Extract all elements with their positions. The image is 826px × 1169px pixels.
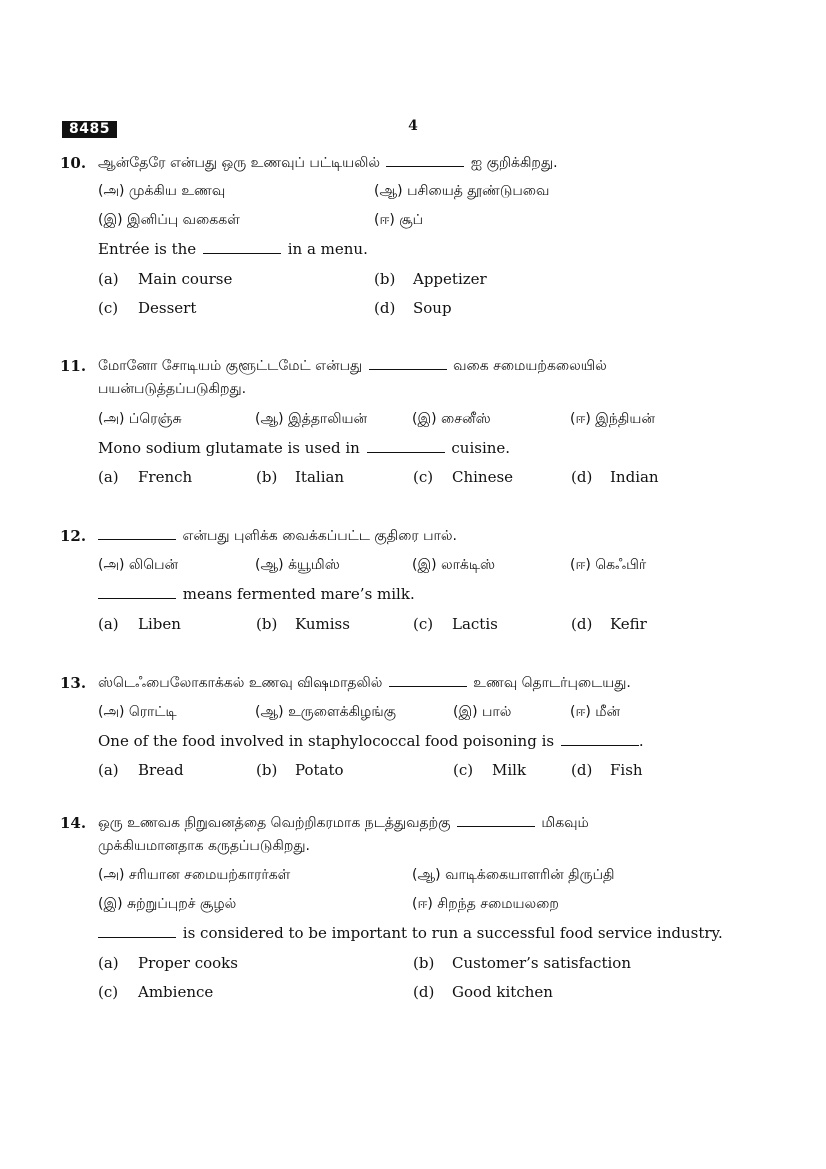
tamil-option: (அ) ரொட்டி xyxy=(98,704,177,720)
tamil-option: (அ) சரியான சமையற்காரர்கள் xyxy=(98,867,291,883)
tamil-option: (ஈ) சிறந்த சமையலறை xyxy=(412,896,559,912)
option-text: Milk xyxy=(492,761,527,779)
answer-blank xyxy=(457,814,535,827)
text-part: Entrée is the xyxy=(98,240,197,258)
tamil-option: (இ) இனிப்பு வகைகள் xyxy=(98,212,240,228)
option-text: Proper cooks xyxy=(138,954,238,972)
page-number: 4 xyxy=(408,118,418,134)
tamil-option: (அ) லிபென் xyxy=(98,557,179,573)
tamil-option: (ஈ) மீன் xyxy=(570,704,621,720)
option-label: (d) xyxy=(571,761,593,779)
question-english-text xyxy=(98,239,368,259)
tamil-option: (ஆ) பசியைத் தூண்டுபவை xyxy=(374,183,550,199)
question-number: 11. xyxy=(60,357,87,375)
tamil-option: (ஈ) கெஃபிர் xyxy=(570,557,647,573)
question-tamil-text-line2: பயன்படுத்தப்படுகிறது. xyxy=(98,381,247,397)
text-part: என்பது புளிக்க வைக்கப்பட்ட குதிரை பால். xyxy=(182,528,457,544)
option-text: Good kitchen xyxy=(452,983,553,1001)
tamil-option: (ஆ) இத்தாலியன் xyxy=(255,411,368,427)
tamil-option: (இ) சைனீஸ் xyxy=(412,411,491,427)
answer-blank xyxy=(386,154,464,167)
text-part: . xyxy=(638,732,644,750)
option-label: (d) xyxy=(571,615,593,633)
option-text: Soup xyxy=(413,299,452,317)
option-text: Dessert xyxy=(138,299,197,317)
tamil-option: (இ) பால் xyxy=(453,704,512,720)
answer-blank xyxy=(389,674,467,687)
option-text: Appetizer xyxy=(413,270,487,288)
question-english-text xyxy=(98,438,510,458)
option-text: Lactis xyxy=(452,615,498,633)
text-part: means fermented mare’s milk. xyxy=(182,585,415,603)
question-tamil-text xyxy=(98,673,631,693)
answer-blank xyxy=(98,925,176,938)
text-part: Mono sodium glutamate is used in xyxy=(98,439,360,457)
text-part: One of the food involved in staphylococcal food poisoning is xyxy=(98,732,555,750)
option-label: (b) xyxy=(256,761,278,779)
option-label: (b) xyxy=(256,468,278,486)
answer-blank xyxy=(561,733,639,746)
question-english-text xyxy=(98,731,644,751)
text-part: உணவு தொடர்புடையது. xyxy=(473,675,631,691)
question-tamil-text xyxy=(98,153,558,173)
answer-blank xyxy=(367,440,445,453)
tamil-option: (இ) சுற்றுப்புறச் சூழல் xyxy=(98,896,237,912)
option-label: (d) xyxy=(413,983,435,1001)
text-part: ஸ்டெஃபைலோகாக்கல் உணவு விஷமாதலில் xyxy=(98,675,383,691)
tamil-option: (ஆ) வாடிக்கையாளரின் திருப்தி xyxy=(412,867,615,883)
option-text: Main course xyxy=(138,270,233,288)
tamil-option: (இ) லாக்டிஸ் xyxy=(412,557,496,573)
option-text: Chinese xyxy=(452,468,514,486)
question-tamil-text xyxy=(98,813,589,833)
option-text: Potato xyxy=(295,761,344,779)
tamil-option: (அ) ப்ரெஞ்சு xyxy=(98,411,182,427)
question-number: 13. xyxy=(60,674,87,692)
question-tamil-text xyxy=(98,526,457,546)
option-label: (a) xyxy=(98,761,119,779)
option-text: Bread xyxy=(138,761,184,779)
tamil-option: (அ) முக்கிய உணவு xyxy=(98,183,226,199)
text-part: is considered to be important to run a successful food service industry. xyxy=(182,924,723,942)
option-label: (a) xyxy=(98,954,119,972)
text-part: ஐ குறிக்கிறது. xyxy=(470,155,558,171)
text-part: ஆன்தேரே என்பது ஒரு உணவுப் பட்டியலில் xyxy=(98,155,380,171)
text-part: cuisine. xyxy=(451,439,511,457)
text-part: in a menu. xyxy=(287,240,368,258)
question-english-text xyxy=(98,923,723,943)
option-label: (a) xyxy=(98,270,119,288)
answer-blank xyxy=(98,586,176,599)
option-text: Indian xyxy=(610,468,659,486)
option-label: (c) xyxy=(98,983,119,1001)
option-label: (c) xyxy=(453,761,474,779)
text-part: வகை சமையற்கலையில் xyxy=(453,358,607,374)
option-text: Kumiss xyxy=(295,615,350,633)
option-text: Ambience xyxy=(138,983,214,1001)
question-number: 12. xyxy=(60,527,87,545)
option-label: (d) xyxy=(374,299,396,317)
tamil-option: (ஆ) க்யூமிஸ் xyxy=(255,557,340,573)
answer-blank xyxy=(203,241,281,254)
tamil-option: (ஈ) இந்தியன் xyxy=(570,411,655,427)
question-number: 10. xyxy=(60,154,87,172)
option-text: Liben xyxy=(138,615,181,633)
option-label: (a) xyxy=(98,615,119,633)
option-text: Italian xyxy=(295,468,345,486)
option-label: (c) xyxy=(413,615,434,633)
question-english-text xyxy=(98,584,415,604)
option-label: (b) xyxy=(374,270,396,288)
option-text: French xyxy=(138,468,193,486)
question-number: 14. xyxy=(60,814,87,832)
option-text: Fish xyxy=(610,761,643,779)
tamil-option: (ஆ) உருளைக்கிழங்கு xyxy=(255,704,396,720)
text-part: மோனோ சோடியம் குளூட்டமேட் என்பது xyxy=(98,358,363,374)
option-label: (b) xyxy=(413,954,435,972)
option-label: (c) xyxy=(413,468,434,486)
option-label: (a) xyxy=(98,468,119,486)
question-tamil-text xyxy=(98,356,607,376)
option-label: (d) xyxy=(571,468,593,486)
answer-blank xyxy=(369,357,447,370)
tamil-option: (ஈ) சூப் xyxy=(374,212,424,228)
question-paper-code: 8485 xyxy=(62,121,117,138)
option-label: (b) xyxy=(256,615,278,633)
option-text: Customer’s satisfaction xyxy=(452,954,631,972)
text-part: மிகவும் xyxy=(541,815,589,831)
question-tamil-text-line2: முக்கியமானதாக கருதப்படுகிறது. xyxy=(98,838,310,854)
option-label: (c) xyxy=(98,299,119,317)
option-text: Kefir xyxy=(610,615,647,633)
answer-blank xyxy=(98,527,176,540)
text-part: ஒரு உணவக நிறுவனத்தை வெற்றிகரமாக நடத்துவதற்கு xyxy=(98,815,451,831)
